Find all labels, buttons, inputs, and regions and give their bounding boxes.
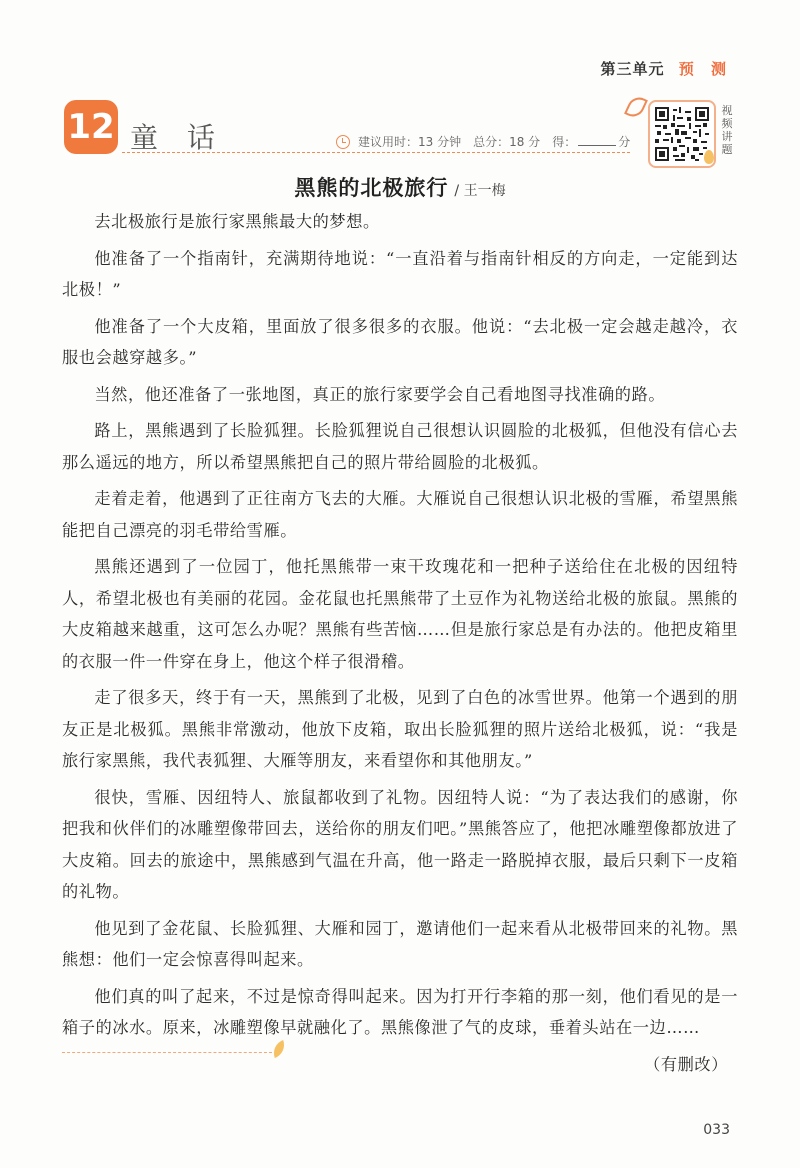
score-label: 得： — [552, 135, 577, 149]
lesson-number-badge: 12 — [64, 100, 118, 154]
article-body — [62, 206, 738, 1085]
paragraph-6: 走着走着，他遇到了正往南方飞去的大雁。大雁说自己很想认识北极的雪雁，希望黑熊能把自己漂亮的羽毛带给雪雁。 — [62, 489, 738, 540]
footer-divider — [62, 1052, 272, 1053]
article-title-block — [0, 172, 800, 202]
drop-icon — [704, 150, 714, 164]
clock-icon — [336, 135, 350, 149]
paragraph-9: 很快，雪雁、因纽特人、旅鼠都收到了礼物。因纽特人说：“为了表达我们的感谢，你把我和伙伴们的冰雕塑像带回去，送给你的朋友们吧。”黑熊答应了，他把冰雕塑像都放进了大皮箱。回去的旅途中，黑熊感到气温在升高，他一路走一路脱掉衣服，最后只剩下一皮箱的礼物。 — [62, 787, 738, 901]
source-note: （有删改） — [644, 1054, 728, 1074]
total-score: 总分：18 分 — [473, 135, 541, 149]
paragraph-3: 他准备了一个大皮箱，里面放了很多很多的衣服。他说：“去北极一定会越走越冷，衣服也会越穿越多。” — [62, 316, 738, 367]
score-unit: 分 — [618, 135, 631, 149]
lesson-genre: 童 话 — [130, 121, 225, 154]
paragraph-4: 当然，他还准备了一张地图，真正的旅行家要学会自己看地图寻找准确的路。 — [94, 384, 666, 404]
qr-code-icon — [655, 107, 709, 161]
page-number: 033 — [703, 1122, 730, 1138]
unit-header — [601, 58, 732, 79]
paragraph-10: 他见到了金花鼠、长脸狐狸、大雁和园丁，邀请他们一起来看从北极带回来的礼物。黑熊想：他们一定会惊喜得叫起来。 — [62, 918, 738, 969]
article-title: 黑熊的北极旅行 — [294, 176, 449, 200]
paragraph-5: 路上，黑熊遇到了长脸狐狸。长脸狐狸说自己很想认识圆脸的北极狐，但他没有信心去那么遥远的地方，所以希望黑熊把自己的照片带给圆脸的北极狐。 — [62, 421, 738, 472]
leaf-icon — [624, 94, 648, 121]
qr-label: 视频讲题 — [721, 104, 733, 156]
paragraph-7: 黑熊还遇到了一位园丁，他托黑熊带一束干玫瑰花和一把种子送给住在北极的因纽特人，希望北极也有美丽的花园。金花鼠也托黑熊带了土豆作为礼物送给北极的旅鼠。黑熊的大皮箱越来越重，这可怎么办呢？黑熊有些苦恼……但是旅行家总是有办法的。他把皮箱里的衣服一件一件穿在身上，他这个样子很滑稽。 — [62, 557, 738, 671]
paragraph-8: 走了很多天，终于有一天，黑熊到了北极，见到了白色的冰雪世界。他第一个遇到的朋友正是北极狐。黑熊非常激动，他放下皮箱，取出长脸狐狸的照片送给北极狐，说：“我是旅行家黑熊，我代表狐狸、大雁等朋友，来看望你和其他朋友。” — [62, 688, 738, 770]
unit-name: 第三单元 — [600, 60, 665, 78]
paragraph-2: 他准备了一个指南针，充满期待地说：“一直沿着与指南针相反的方向走，一定能到达北极！” — [62, 248, 738, 299]
score-blank[interactable] — [578, 145, 616, 146]
unit-type: 预 测 — [678, 60, 732, 78]
paragraph-11: 他们真的叫了起来，不过是惊奇得叫起来。因为打开行李箱的那一刻，他们看见的是一箱子的冰水。原来，冰雕塑像早就融化了。黑熊像泄了气的皮球，垂着头站在一边…… — [62, 986, 738, 1037]
suggested-time: 建议用时：13 分钟 — [358, 135, 462, 149]
article-author: / 王一梅 — [454, 183, 506, 199]
paragraph-1: 去北极旅行是旅行家黑熊最大的梦想。 — [94, 212, 380, 231]
lesson-meta — [336, 133, 630, 150]
header-divider — [122, 152, 630, 153]
